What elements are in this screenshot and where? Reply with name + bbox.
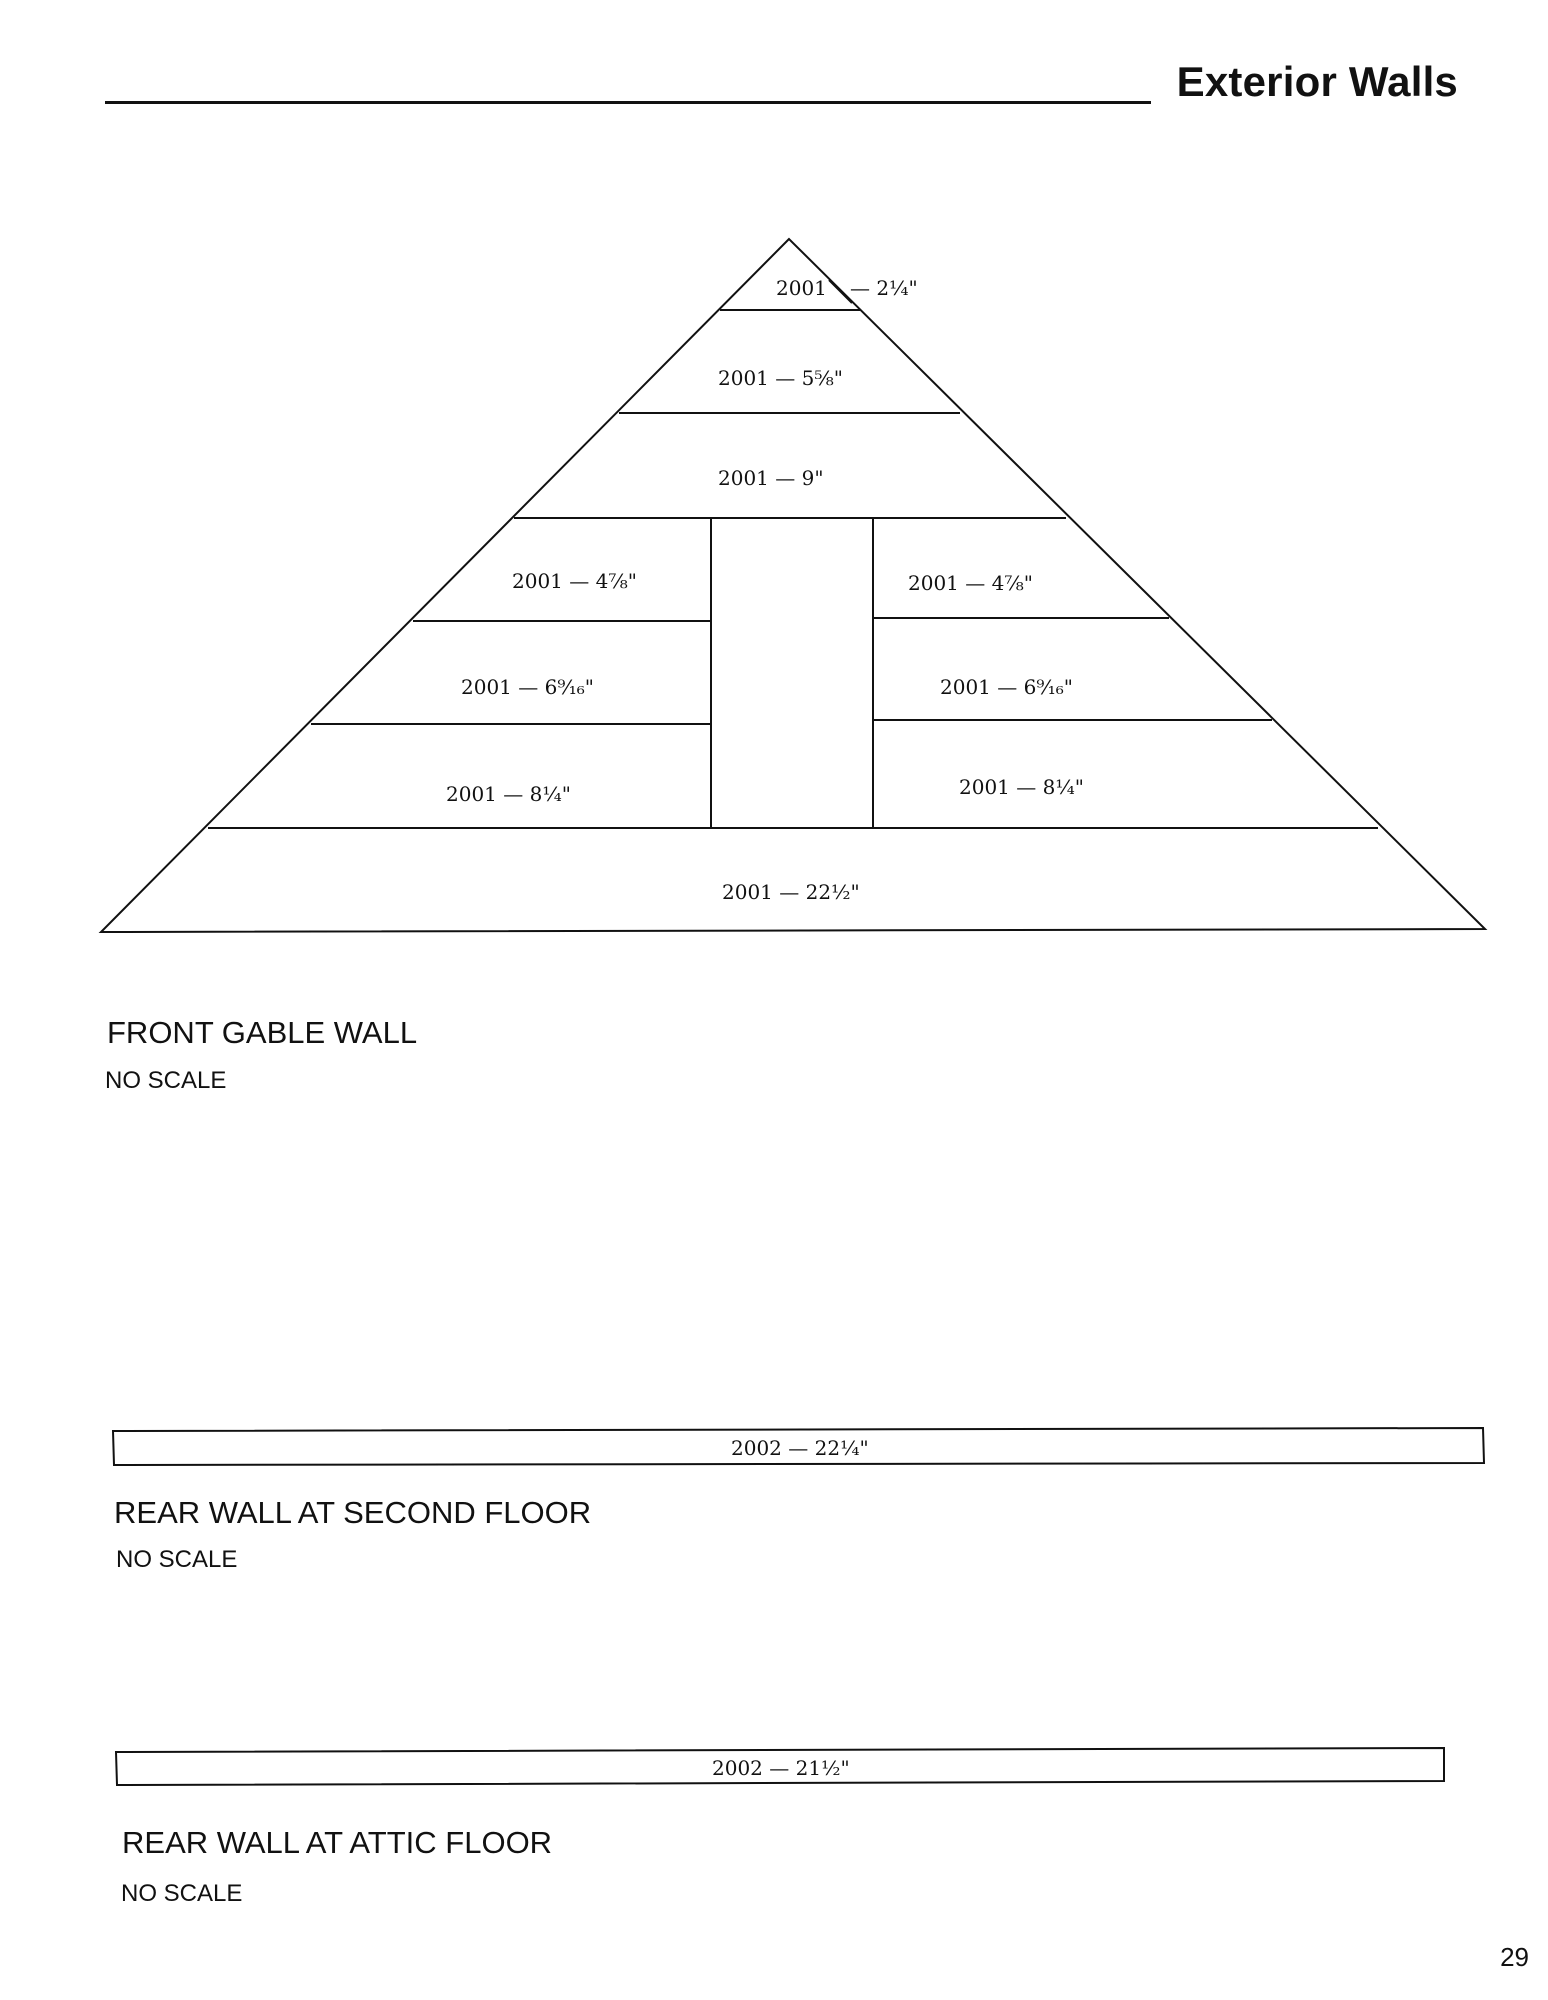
page-title: Exterior Walls <box>1176 58 1458 105</box>
rear-wall-second-floor-title: REAR WALL AT SECOND FLOOR <box>114 1495 592 1530</box>
gable-piece-label: 2001 — 8¼" <box>446 782 571 806</box>
gable-piece-label: 2001 — 4⅞" <box>512 569 637 593</box>
rear-wall-attic-floor-scale-note: NO SCALE <box>121 1880 243 1907</box>
rear-wall-attic-floor-title: REAR WALL AT ATTIC FLOOR <box>122 1825 553 1860</box>
front-gable-wall-title: FRONT GABLE WALL <box>107 1015 418 1050</box>
rear-wall-second-floor-label: 2002 — 22¼" <box>731 1436 869 1460</box>
top-piece-leader <box>829 280 852 303</box>
gable-piece-label: 2001 — 9" <box>718 466 824 490</box>
rear-wall-attic-floor-label: 2002 — 21½" <box>712 1756 850 1780</box>
gable-piece-label: 2001 — 4⅞" <box>908 571 1033 595</box>
rear-wall-second-floor-scale-note: NO SCALE <box>116 1546 238 1573</box>
front-gable-wall-scale-note: NO SCALE <box>105 1067 227 1094</box>
gable-piece-label: 2001 — 6⁹⁄₁₆" <box>461 675 594 699</box>
gable-piece-label: 2001 <box>776 276 827 300</box>
gable-piece-label: — 2¼" <box>850 276 918 300</box>
gable-piece-label: 2001 — 5⅝" <box>718 366 843 390</box>
page-number: 29 <box>1500 1942 1529 1972</box>
gable-piece-label: 2001 — 8¼" <box>959 775 1084 799</box>
gable-piece-label: 2001 — 6⁹⁄₁₆" <box>940 675 1073 699</box>
gable-piece-label: 2001 — 22½" <box>722 880 860 904</box>
